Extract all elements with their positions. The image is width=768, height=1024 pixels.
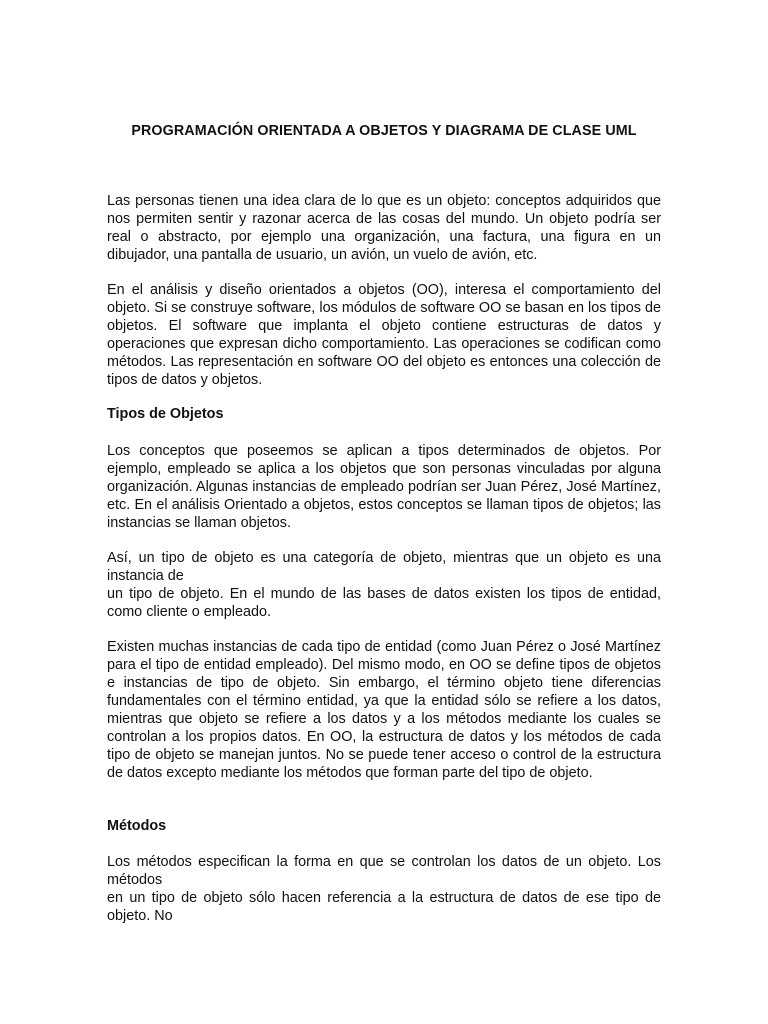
paragraph-metodos-a: Los métodos especifican la forma en que se controlan los datos de un objeto. Los métodos [107,854,661,888]
heading-metodos: Métodos [107,818,167,834]
document-title: PROGRAMACIÓN ORIENTADA A OBJETOS Y DIAGRAMA DE CLASE UML [131,123,637,139]
paragraph-tipo-de-objeto-a: Así, un tipo de objeto es una categoría de objeto, mientras que un objeto es una instancia de [107,550,661,584]
paragraph-metodos-b: en un tipo de objeto sólo hacen referencia a la estructura de datos de ese tipo de objeto. No [107,890,661,924]
paragraph-tipo-de-objeto-b: un tipo de objeto. En el mundo de las bases de datos existen los tipos de entidad, como cliente o empleado. [107,586,661,620]
heading-tipos-de-objetos: Tipos de Objetos [107,406,224,422]
paragraph-analisis-diseno: En el análisis y diseño orientados a objetos (OO), interesa el comportamiento del objeto. Si se construye software, los módulos de software OO se basan en los tipos de objetos. El software que implanta el objeto contiene estructuras de datos y operaciones que expresan dicho comportamiento. Las operaciones se codifican como métodos. Las representación en software OO del objeto es entonces una colección de tipos de datos y objetos. [107,282,661,388]
paragraph-instancias-entidad: Existen muchas instancias de cada tipo de entidad (como Juan Pérez o José Martínez para el tipo de entidad empleado). Del mismo modo, en OO se define tipos de objetos e instancias de tipo de objeto. Sin embargo, el término objeto tiene diferencias fundamentales con el término entidad, ya que la entidad sólo se refiere a los datos, mientras que objeto se refiere a los datos y a los métodos mediante los cuales se controlan a los propios datos. En OO, la estructura de datos y los métodos de cada tipo de objeto se manejan juntos. No se puede tener acceso o control de la estructura de datos excepto mediante los métodos que forman parte del tipo de objeto. [107,639,661,781]
paragraph-objeto-definicion: Las personas tienen una idea clara de lo que es un objeto: conceptos adquiridos que nos permiten sentir y razonar acerca de las cosas del mundo. Un objeto podría ser real o abstracto, por ejemplo una organización, una factura, una figura en un dibujador, una pantalla de usuario, un avión, un vuelo de avión, etc. [107,193,661,263]
paragraph-conceptos-tipos: Los conceptos que poseemos se aplican a tipos determinados de objetos. Por ejemplo, empleado se aplica a los objetos que son personas vinculadas por alguna organización. Algunas instancias de empleado podrían ser Juan Pérez, José Martínez, etc. En el análisis Orientado a objetos, estos conceptos se llaman tipos de objetos; las instancias se llaman objetos. [107,443,661,531]
